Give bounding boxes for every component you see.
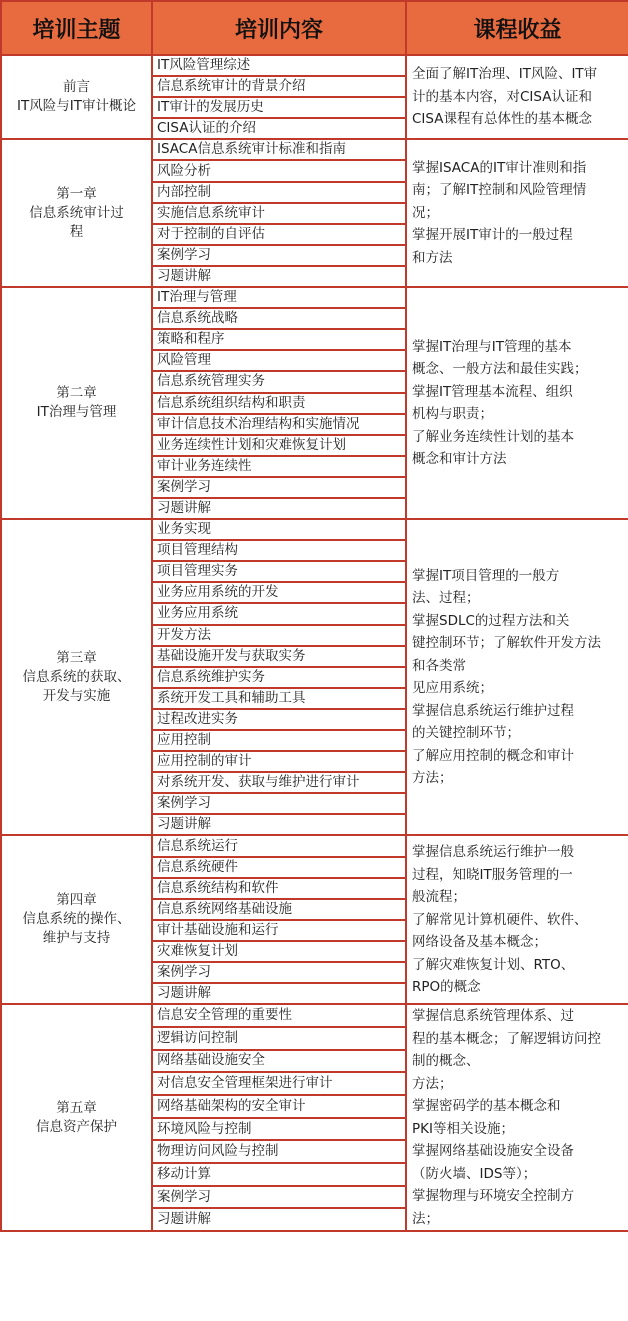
benefit-line: 掌握信息系统运行维护一般 bbox=[412, 844, 574, 861]
content-item: 业务应用系统的开发 bbox=[152, 582, 406, 603]
benefit-line: 掌握IT治理与IT管理的基本 bbox=[412, 338, 572, 355]
topic-line: 信息资产保护 bbox=[36, 1118, 117, 1135]
content-item: 实施信息系统审计 bbox=[152, 203, 406, 224]
benefit-line: 键控制环节；了解软件开发方法 bbox=[412, 635, 601, 652]
content-item: 风险分析 bbox=[152, 160, 406, 181]
benefit-line: 方法； bbox=[412, 1075, 453, 1092]
benefit-line: 掌握ISACA的IT审计准则和指 bbox=[412, 159, 587, 176]
benefit-line: 制的概念、 bbox=[412, 1053, 480, 1070]
benefit-line: 掌握IT管理基本流程、组织 bbox=[412, 383, 573, 400]
content-item: 项目管理结构 bbox=[152, 540, 406, 561]
content-item: 案例学习 bbox=[152, 793, 406, 814]
section-benefit bbox=[406, 55, 628, 139]
benefit-line: 法、过程； bbox=[412, 590, 480, 607]
benefit-line: 了解应用控制的概念和审计 bbox=[412, 747, 574, 764]
content-item: 信息系统结构和软件 bbox=[152, 878, 406, 899]
topic-line: IT风险与IT审计概论 bbox=[17, 98, 136, 115]
section-benefit bbox=[406, 835, 628, 1004]
content-item: 信息系统维护实务 bbox=[152, 667, 406, 688]
benefit-line: 了解灾难恢复计划、RTO、 bbox=[412, 956, 575, 973]
header-benefit: 课程收益 bbox=[406, 1, 628, 55]
benefit-line: 般流程； bbox=[412, 889, 466, 906]
content-item: 信息系统网络基础设施 bbox=[152, 899, 406, 920]
content-item: 信息系统硬件 bbox=[152, 857, 406, 878]
content-item: 移动计算 bbox=[152, 1163, 406, 1186]
content-item: 应用控制的审计 bbox=[152, 751, 406, 772]
content-item: 过程改进实务 bbox=[152, 709, 406, 730]
content-item: IT审计的发展历史 bbox=[152, 97, 406, 118]
section-topic bbox=[1, 519, 152, 835]
benefit-line: RPO的概念 bbox=[412, 979, 481, 996]
content-item: 信息系统组织结构和职责 bbox=[152, 393, 406, 414]
content-item: 案例学习 bbox=[152, 245, 406, 266]
content-item: 案例学习 bbox=[152, 1186, 406, 1209]
benefit-line: 程的基本概念；了解逻辑访问控 bbox=[412, 1030, 601, 1047]
content-item: 系统开发工具和辅助工具 bbox=[152, 688, 406, 709]
content-item: 习题讲解 bbox=[152, 814, 406, 835]
content-item: 项目管理实务 bbox=[152, 561, 406, 582]
topic-line: 信息系统的获取、 bbox=[22, 668, 131, 685]
benefit-line: 掌握IT项目管理的一般方 bbox=[412, 567, 560, 584]
content-item: IT治理与管理 bbox=[152, 287, 406, 308]
benefit-line: CISA课程有总体性的基本概念 bbox=[412, 111, 592, 128]
benefit-line: 掌握密码学的基本概念和 bbox=[412, 1098, 561, 1115]
content-item: 案例学习 bbox=[152, 477, 406, 498]
content-item: 对信息安全管理框架进行审计 bbox=[152, 1072, 406, 1095]
benefit-line: 掌握物理与环境安全控制方 bbox=[412, 1188, 574, 1205]
content-item: 策略和程序 bbox=[152, 329, 406, 350]
table-body bbox=[1, 55, 628, 1231]
content-item: CISA认证的介绍 bbox=[152, 118, 406, 139]
content-item: 内部控制 bbox=[152, 182, 406, 203]
content-item: 信息安全管理的重要性 bbox=[152, 1004, 406, 1027]
benefit-line: 掌握开展IT审计的一般过程 bbox=[412, 227, 573, 244]
content-item: 灾难恢复计划 bbox=[152, 941, 406, 962]
header-topic: 培训主题 bbox=[1, 1, 152, 55]
content-item: 审计业务连续性 bbox=[152, 456, 406, 477]
topic-line: 前言 bbox=[63, 79, 90, 96]
content-item: 习题讲解 bbox=[152, 266, 406, 287]
content-item: 物理访问风险与控制 bbox=[152, 1140, 406, 1163]
section-benefit bbox=[406, 287, 628, 519]
topic-line: 第四章 bbox=[56, 892, 97, 909]
topic-line: 维护与支持 bbox=[42, 930, 111, 947]
table-row bbox=[1, 1004, 628, 1027]
content-item: 业务实现 bbox=[152, 519, 406, 540]
benefit-line: 过程，知晓IT服务管理的一 bbox=[412, 866, 573, 883]
benefit-line: 方法； bbox=[412, 770, 453, 787]
benefit-line: 了解业务连续性计划的基本 bbox=[412, 428, 574, 445]
content-item: 习题讲解 bbox=[152, 1208, 406, 1231]
benefit-line: （防火墙、IDS等）； bbox=[412, 1165, 537, 1182]
topic-line: IT治理与管理 bbox=[36, 404, 117, 421]
topic-line: 第一章 bbox=[56, 185, 97, 202]
table-row bbox=[1, 139, 628, 160]
topic-line: 第二章 bbox=[56, 385, 97, 402]
benefit-line: 了解常见计算机硬件、软件、 bbox=[412, 911, 588, 928]
section-topic bbox=[1, 55, 152, 139]
content-item: 习题讲解 bbox=[152, 983, 406, 1004]
content-item: 对系统开发、获取与维护进行审计 bbox=[152, 772, 406, 793]
content-item: 信息系统审计的背景介绍 bbox=[152, 76, 406, 97]
content-item: 网络基础架构的安全审计 bbox=[152, 1095, 406, 1118]
header-row bbox=[1, 1, 628, 55]
content-item: 应用控制 bbox=[152, 730, 406, 751]
content-item: 对于控制的自评估 bbox=[152, 224, 406, 245]
content-item: 信息系统运行 bbox=[152, 835, 406, 856]
content-item: 案例学习 bbox=[152, 962, 406, 983]
content-item: ISACA信息系统审计标准和指南 bbox=[152, 139, 406, 160]
content-item: 审计信息技术治理结构和实施情况 bbox=[152, 414, 406, 435]
content-item: 网络基础设施安全 bbox=[152, 1050, 406, 1073]
benefit-line: 和各类常 bbox=[412, 657, 466, 674]
topic-line: 程 bbox=[69, 223, 84, 240]
table-row bbox=[1, 287, 628, 308]
benefit-line: 掌握信息系统管理体系、过 bbox=[412, 1008, 574, 1025]
table-row bbox=[1, 55, 628, 76]
benefit-line: 南；了解IT控制和风险管理情 bbox=[412, 182, 587, 199]
table-row bbox=[1, 519, 628, 540]
content-item: 信息系统管理实务 bbox=[152, 371, 406, 392]
content-item: 基础设施开发与获取实务 bbox=[152, 646, 406, 667]
benefit-line: 法； bbox=[412, 1210, 439, 1227]
benefit-line: 见应用系统； bbox=[412, 680, 493, 697]
benefit-line: 的关键控制环节； bbox=[412, 725, 520, 742]
benefit-line: PKI等相关设施； bbox=[412, 1120, 514, 1137]
content-item: 环境风险与控制 bbox=[152, 1118, 406, 1141]
section-benefit bbox=[406, 139, 628, 287]
benefit-line: 况； bbox=[412, 204, 439, 221]
benefit-line: 和方法 bbox=[412, 249, 453, 266]
benefit-line: 掌握SDLC的过程方法和关 bbox=[412, 612, 570, 629]
content-item: 业务连续性计划和灾难恢复计划 bbox=[152, 435, 406, 456]
section-topic bbox=[1, 1004, 152, 1231]
content-item: 习题讲解 bbox=[152, 498, 406, 519]
section-topic bbox=[1, 139, 152, 287]
topic-line: 开发与实施 bbox=[42, 687, 111, 704]
benefit-line: 计的基本内容，对CISA认证和 bbox=[412, 88, 592, 105]
content-item: 开发方法 bbox=[152, 625, 406, 646]
header-content: 培训内容 bbox=[152, 1, 406, 55]
benefit-line: 掌握信息系统运行维护过程 bbox=[412, 702, 574, 719]
content-item: 业务应用系统 bbox=[152, 603, 406, 624]
table-row bbox=[1, 835, 628, 856]
section-benefit bbox=[406, 1004, 628, 1231]
benefit-line: 概念和审计方法 bbox=[412, 451, 507, 468]
topic-line: 第五章 bbox=[56, 1099, 97, 1116]
content-item: 风险管理 bbox=[152, 350, 406, 371]
section-topic bbox=[1, 287, 152, 519]
topic-line: 信息系统的操作、 bbox=[22, 911, 131, 928]
content-item: 信息系统战略 bbox=[152, 308, 406, 329]
content-item: 逻辑访问控制 bbox=[152, 1027, 406, 1050]
benefit-line: 全面了解IT治理、IT风险、IT审 bbox=[412, 66, 598, 83]
section-topic bbox=[1, 835, 152, 1004]
benefit-line: 机构与职责； bbox=[412, 406, 493, 423]
benefit-line: 网络设备及基本概念； bbox=[412, 934, 547, 951]
benefit-line: 概念、一般方法和最佳实践； bbox=[412, 361, 588, 378]
section-benefit bbox=[406, 519, 628, 835]
content-item: IT风险管理综述 bbox=[152, 55, 406, 76]
content-item: 审计基础设施和运行 bbox=[152, 920, 406, 941]
benefit-line: 掌握网络基础设施安全设备 bbox=[412, 1143, 574, 1160]
topic-line: 信息系统审计过 bbox=[29, 204, 124, 221]
topic-line: 第三章 bbox=[56, 649, 97, 666]
